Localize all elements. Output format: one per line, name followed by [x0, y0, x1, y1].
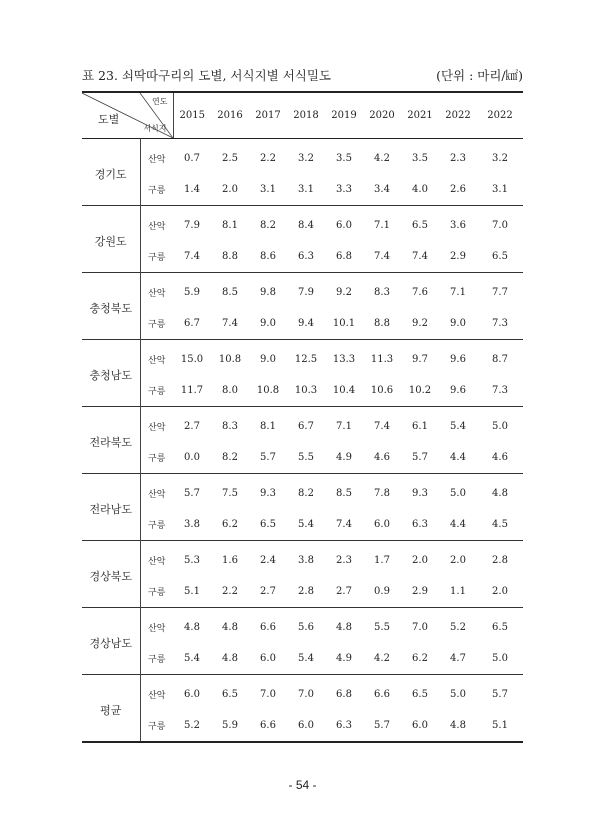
density-value: 6.6: [374, 689, 390, 700]
habitat-label: 산악: [148, 557, 166, 567]
density-value: 3.6: [450, 220, 466, 231]
density-value: 5.7: [184, 488, 200, 499]
habitat-label: 산악: [148, 490, 166, 500]
density-value: 4.4: [450, 518, 466, 530]
habitat-label: 구릉: [148, 721, 166, 732]
table-row: [82, 541, 523, 578]
density-value: 6.5: [222, 689, 238, 700]
density-value: 7.4: [184, 250, 200, 262]
density-value: 2.6: [450, 183, 466, 195]
year-header: 2021: [401, 92, 439, 139]
table-row: [82, 577, 523, 608]
table-row: [82, 443, 523, 474]
density-value: 7.7: [492, 287, 508, 298]
density-value: 12.5: [294, 354, 318, 365]
density-value: 2.5: [222, 153, 238, 164]
density-value: 2.9: [412, 585, 428, 597]
density-value: 5.0: [450, 689, 466, 700]
density-value: 9.0: [260, 354, 276, 365]
density-value: 2.0: [222, 183, 238, 195]
density-value: 7.4: [374, 421, 390, 432]
density-value: 8.7: [492, 354, 508, 365]
density-value: 7.8: [374, 488, 390, 499]
habitat-label: 산악: [148, 356, 166, 366]
header-habitat-label: 서식지: [143, 124, 167, 133]
habitat-label: 구릉: [148, 453, 166, 464]
density-value: 3.4: [374, 183, 390, 195]
year-header: 2022: [439, 92, 477, 139]
density-value: 2.3: [336, 555, 352, 566]
density-value: 7.1: [450, 287, 466, 298]
density-value: 6.5: [412, 220, 428, 231]
density-value: 6.0: [336, 220, 352, 231]
density-value: 3.1: [260, 183, 276, 195]
density-value: 15.0: [180, 354, 204, 365]
density-value: 8.8: [222, 250, 238, 262]
region-name: 경상북도: [82, 541, 140, 608]
density-value: 5.4: [450, 421, 466, 432]
density-value: 5.7: [260, 451, 276, 463]
density-value: 5.9: [222, 719, 238, 731]
table-row: [82, 644, 523, 675]
density-value: 7.5: [222, 488, 238, 499]
density-value: 5.2: [184, 719, 200, 731]
habitat-label: 산악: [148, 691, 166, 701]
density-value: 2.2: [222, 585, 238, 597]
habitat-label: 구릉: [148, 252, 166, 263]
density-value: 5.4: [298, 652, 314, 664]
year-header: 2016: [211, 92, 249, 139]
density-value: 2.0: [492, 585, 508, 597]
density-value: 4.6: [374, 451, 390, 463]
density-value: 8.5: [222, 287, 238, 298]
density-value: 6.8: [336, 689, 352, 700]
table-row: [82, 407, 523, 444]
region-name: 충청남도: [82, 340, 140, 407]
density-value: 5.4: [298, 518, 314, 530]
density-value: 1.4: [184, 183, 200, 195]
header-region-label: 도별: [98, 113, 120, 126]
density-value: 2.2: [260, 153, 276, 164]
density-value: 7.3: [492, 384, 508, 396]
density-value: 10.8: [218, 354, 242, 365]
table-row: [82, 309, 523, 340]
density-value: 6.5: [412, 689, 428, 700]
header-diagonal-cell: [82, 92, 173, 139]
density-value: 3.8: [184, 518, 200, 530]
density-value: 8.0: [222, 384, 238, 396]
habitat-label: 산악: [148, 423, 166, 433]
density-value: 6.0: [260, 652, 276, 664]
density-value: 5.0: [450, 488, 466, 499]
habitat-label: 구릉: [148, 185, 166, 196]
density-value: 6.6: [260, 719, 276, 731]
density-value: 3.1: [298, 183, 314, 195]
density-value: 6.2: [222, 518, 238, 530]
density-value: 2.4: [260, 555, 276, 566]
density-value: 7.4: [336, 518, 352, 530]
density-value: 5.1: [492, 719, 508, 731]
page-number: - 54 -: [288, 778, 317, 792]
density-value: 5.3: [184, 555, 200, 566]
density-value: 7.9: [298, 287, 314, 298]
density-value: 10.2: [408, 384, 432, 396]
density-value: 7.0: [260, 689, 276, 700]
density-value: 2.7: [336, 585, 352, 597]
habitat-label: 구릉: [148, 654, 166, 665]
density-value: 2.8: [492, 555, 508, 566]
density-value: 8.2: [260, 220, 276, 231]
density-value: 8.2: [222, 451, 238, 463]
region-name: 평균: [82, 675, 140, 743]
table-header-row: [82, 92, 523, 139]
density-value: 6.5: [492, 622, 508, 633]
density-value: 6.7: [298, 421, 314, 432]
habitat-label: 구릉: [148, 386, 166, 397]
density-value: 6.0: [184, 689, 200, 700]
density-value: 11.7: [180, 384, 204, 396]
density-value: 10.4: [332, 384, 356, 396]
density-value: 9.6: [450, 354, 466, 365]
density-value: 5.2: [450, 622, 466, 633]
year-header: 2017: [249, 92, 287, 139]
density-value: 1.1: [450, 585, 466, 597]
habitat-label: 구릉: [148, 520, 166, 531]
density-value: 9.7: [412, 354, 428, 365]
density-value: 2.0: [450, 555, 466, 566]
density-value: 2.0: [412, 555, 428, 566]
density-value: 5.7: [374, 719, 390, 731]
density-value: 10.3: [294, 384, 318, 396]
density-value: 6.0: [374, 518, 390, 530]
density-value: 5.7: [412, 451, 428, 463]
density-value: 5.5: [374, 622, 390, 633]
habitat-label: 산악: [148, 624, 166, 634]
density-value: 4.0: [412, 183, 428, 195]
density-value: 6.0: [298, 719, 314, 731]
density-value: 3.2: [298, 153, 314, 164]
density-value: 4.8: [184, 622, 200, 633]
table-row: [82, 206, 523, 243]
habitat-label: 구릉: [148, 587, 166, 598]
table-row: [82, 139, 523, 176]
density-value: 6.5: [260, 518, 276, 530]
density-value: 7.1: [374, 220, 390, 231]
density-value: 6.3: [412, 518, 428, 530]
habitat-label: 산악: [148, 155, 166, 165]
density-value: 6.3: [298, 250, 314, 262]
density-value: 1.6: [222, 555, 238, 566]
density-value: 7.0: [492, 220, 508, 231]
region-name: 경상남도: [82, 608, 140, 675]
region-name: 전라북도: [82, 407, 140, 474]
table-title: 표 23. 쇠딱따구리의 도별, 서식지별 서식밀도: [82, 68, 331, 83]
density-value: 5.0: [492, 652, 508, 664]
density-value: 8.1: [222, 220, 238, 231]
density-value: 9.6: [450, 384, 466, 396]
table-row: [82, 474, 523, 511]
habitat-label: 산악: [148, 222, 166, 232]
density-value: 5.0: [492, 421, 508, 432]
table-row: [82, 273, 523, 310]
density-value: 10.1: [332, 317, 356, 329]
year-header: 2015: [173, 92, 211, 139]
density-value: 5.9: [184, 287, 200, 298]
table-row: [82, 340, 523, 377]
density-value: 7.3: [492, 317, 508, 329]
density-value: 9.2: [412, 317, 428, 329]
density-value: 6.2: [412, 652, 428, 664]
density-value: 6.1: [412, 421, 428, 432]
density-value: 5.6: [298, 622, 314, 633]
density-value: 6.6: [260, 622, 276, 633]
density-value: 3.5: [412, 153, 428, 164]
density-value: 3.8: [298, 555, 314, 566]
table-row: [82, 242, 523, 273]
region-name: 충청북도: [82, 273, 140, 340]
density-value: 8.6: [260, 250, 276, 262]
density-value: 4.8: [450, 719, 466, 731]
density-value: 7.4: [374, 250, 390, 262]
density-value: 2.9: [450, 250, 466, 262]
density-value: 7.4: [222, 317, 238, 329]
year-header: 2019: [325, 92, 363, 139]
density-value: 4.8: [222, 652, 238, 664]
density-value: 11.3: [370, 354, 394, 365]
density-value: 4.9: [336, 652, 352, 664]
density-value: 5.4: [184, 652, 200, 664]
density-value: 9.4: [298, 317, 314, 329]
density-value: 7.4: [412, 250, 428, 262]
density-value: 2.8: [298, 585, 314, 597]
table-body: [82, 139, 523, 743]
density-value: 3.3: [336, 183, 352, 195]
density-value: 8.3: [374, 287, 390, 298]
density-value: 4.6: [492, 451, 508, 463]
density-value: 4.4: [450, 451, 466, 463]
density-value: 9.0: [450, 317, 466, 329]
region-name: 강원도: [82, 206, 140, 273]
density-value: 4.7: [450, 652, 466, 664]
year-header: 2022: [477, 92, 523, 139]
density-value: 9.3: [260, 488, 276, 499]
density-value: 0.9: [374, 585, 390, 597]
density-value: 4.8: [336, 622, 352, 633]
density-value: 8.8: [374, 317, 390, 329]
density-value: 7.0: [298, 689, 314, 700]
table-caption: [82, 66, 523, 84]
density-value: 0.7: [184, 153, 200, 164]
density-value: 8.1: [260, 421, 276, 432]
year-header: 2020: [363, 92, 401, 139]
table-row: [82, 711, 523, 742]
density-value: 7.1: [336, 421, 352, 432]
density-value: 8.2: [298, 488, 314, 499]
density-value: 9.2: [336, 287, 352, 298]
density-value: 6.7: [184, 317, 200, 329]
density-value: 4.8: [492, 488, 508, 499]
year-header: 2018: [287, 92, 325, 139]
density-value: 3.2: [492, 153, 508, 164]
density-value: 6.5: [492, 250, 508, 262]
density-value: 2.7: [184, 421, 200, 432]
density-value: 6.0: [412, 719, 428, 731]
density-value: 8.3: [222, 421, 238, 432]
density-value: 7.6: [412, 287, 428, 298]
density-value: 10.6: [370, 384, 394, 396]
density-value: 2.7: [260, 585, 276, 597]
header-year-label: 연도: [152, 97, 168, 106]
density-value: 7.0: [412, 622, 428, 633]
density-value: 4.2: [374, 652, 390, 664]
region-name: 경기도: [82, 139, 140, 206]
habitat-label: 구릉: [148, 319, 166, 330]
density-value: 4.8: [222, 622, 238, 633]
table-row: [82, 675, 523, 712]
density-value: 2.3: [450, 153, 466, 164]
table-row: [82, 608, 523, 645]
table-row: [82, 175, 523, 206]
density-value: 8.5: [336, 488, 352, 499]
density-value: 9.3: [412, 488, 428, 499]
density-table: [82, 91, 523, 743]
density-value: 4.2: [374, 153, 390, 164]
density-value: 3.1: [492, 183, 508, 195]
density-value: 9.8: [260, 287, 276, 298]
table-unit: (단위 : 마리/㎢): [436, 68, 523, 83]
density-value: 4.5: [492, 518, 508, 530]
density-value: 1.7: [374, 555, 390, 566]
density-value: 0.0: [184, 451, 200, 463]
density-value: 4.9: [336, 451, 352, 463]
density-value: 8.4: [298, 220, 314, 231]
region-name: 전라남도: [82, 474, 140, 541]
density-value: 6.8: [336, 250, 352, 262]
table-row: [82, 376, 523, 407]
table-row: [82, 510, 523, 541]
density-value: 5.7: [492, 689, 508, 700]
density-value: 3.5: [336, 153, 352, 164]
density-value: 13.3: [332, 354, 356, 365]
habitat-label: 산악: [148, 289, 166, 299]
density-value: 5.5: [298, 451, 314, 463]
density-value: 6.3: [336, 719, 352, 731]
density-value: 7.9: [184, 220, 200, 231]
density-value: 10.8: [256, 384, 280, 396]
density-value: 9.0: [260, 317, 276, 329]
density-value: 5.1: [184, 585, 200, 597]
